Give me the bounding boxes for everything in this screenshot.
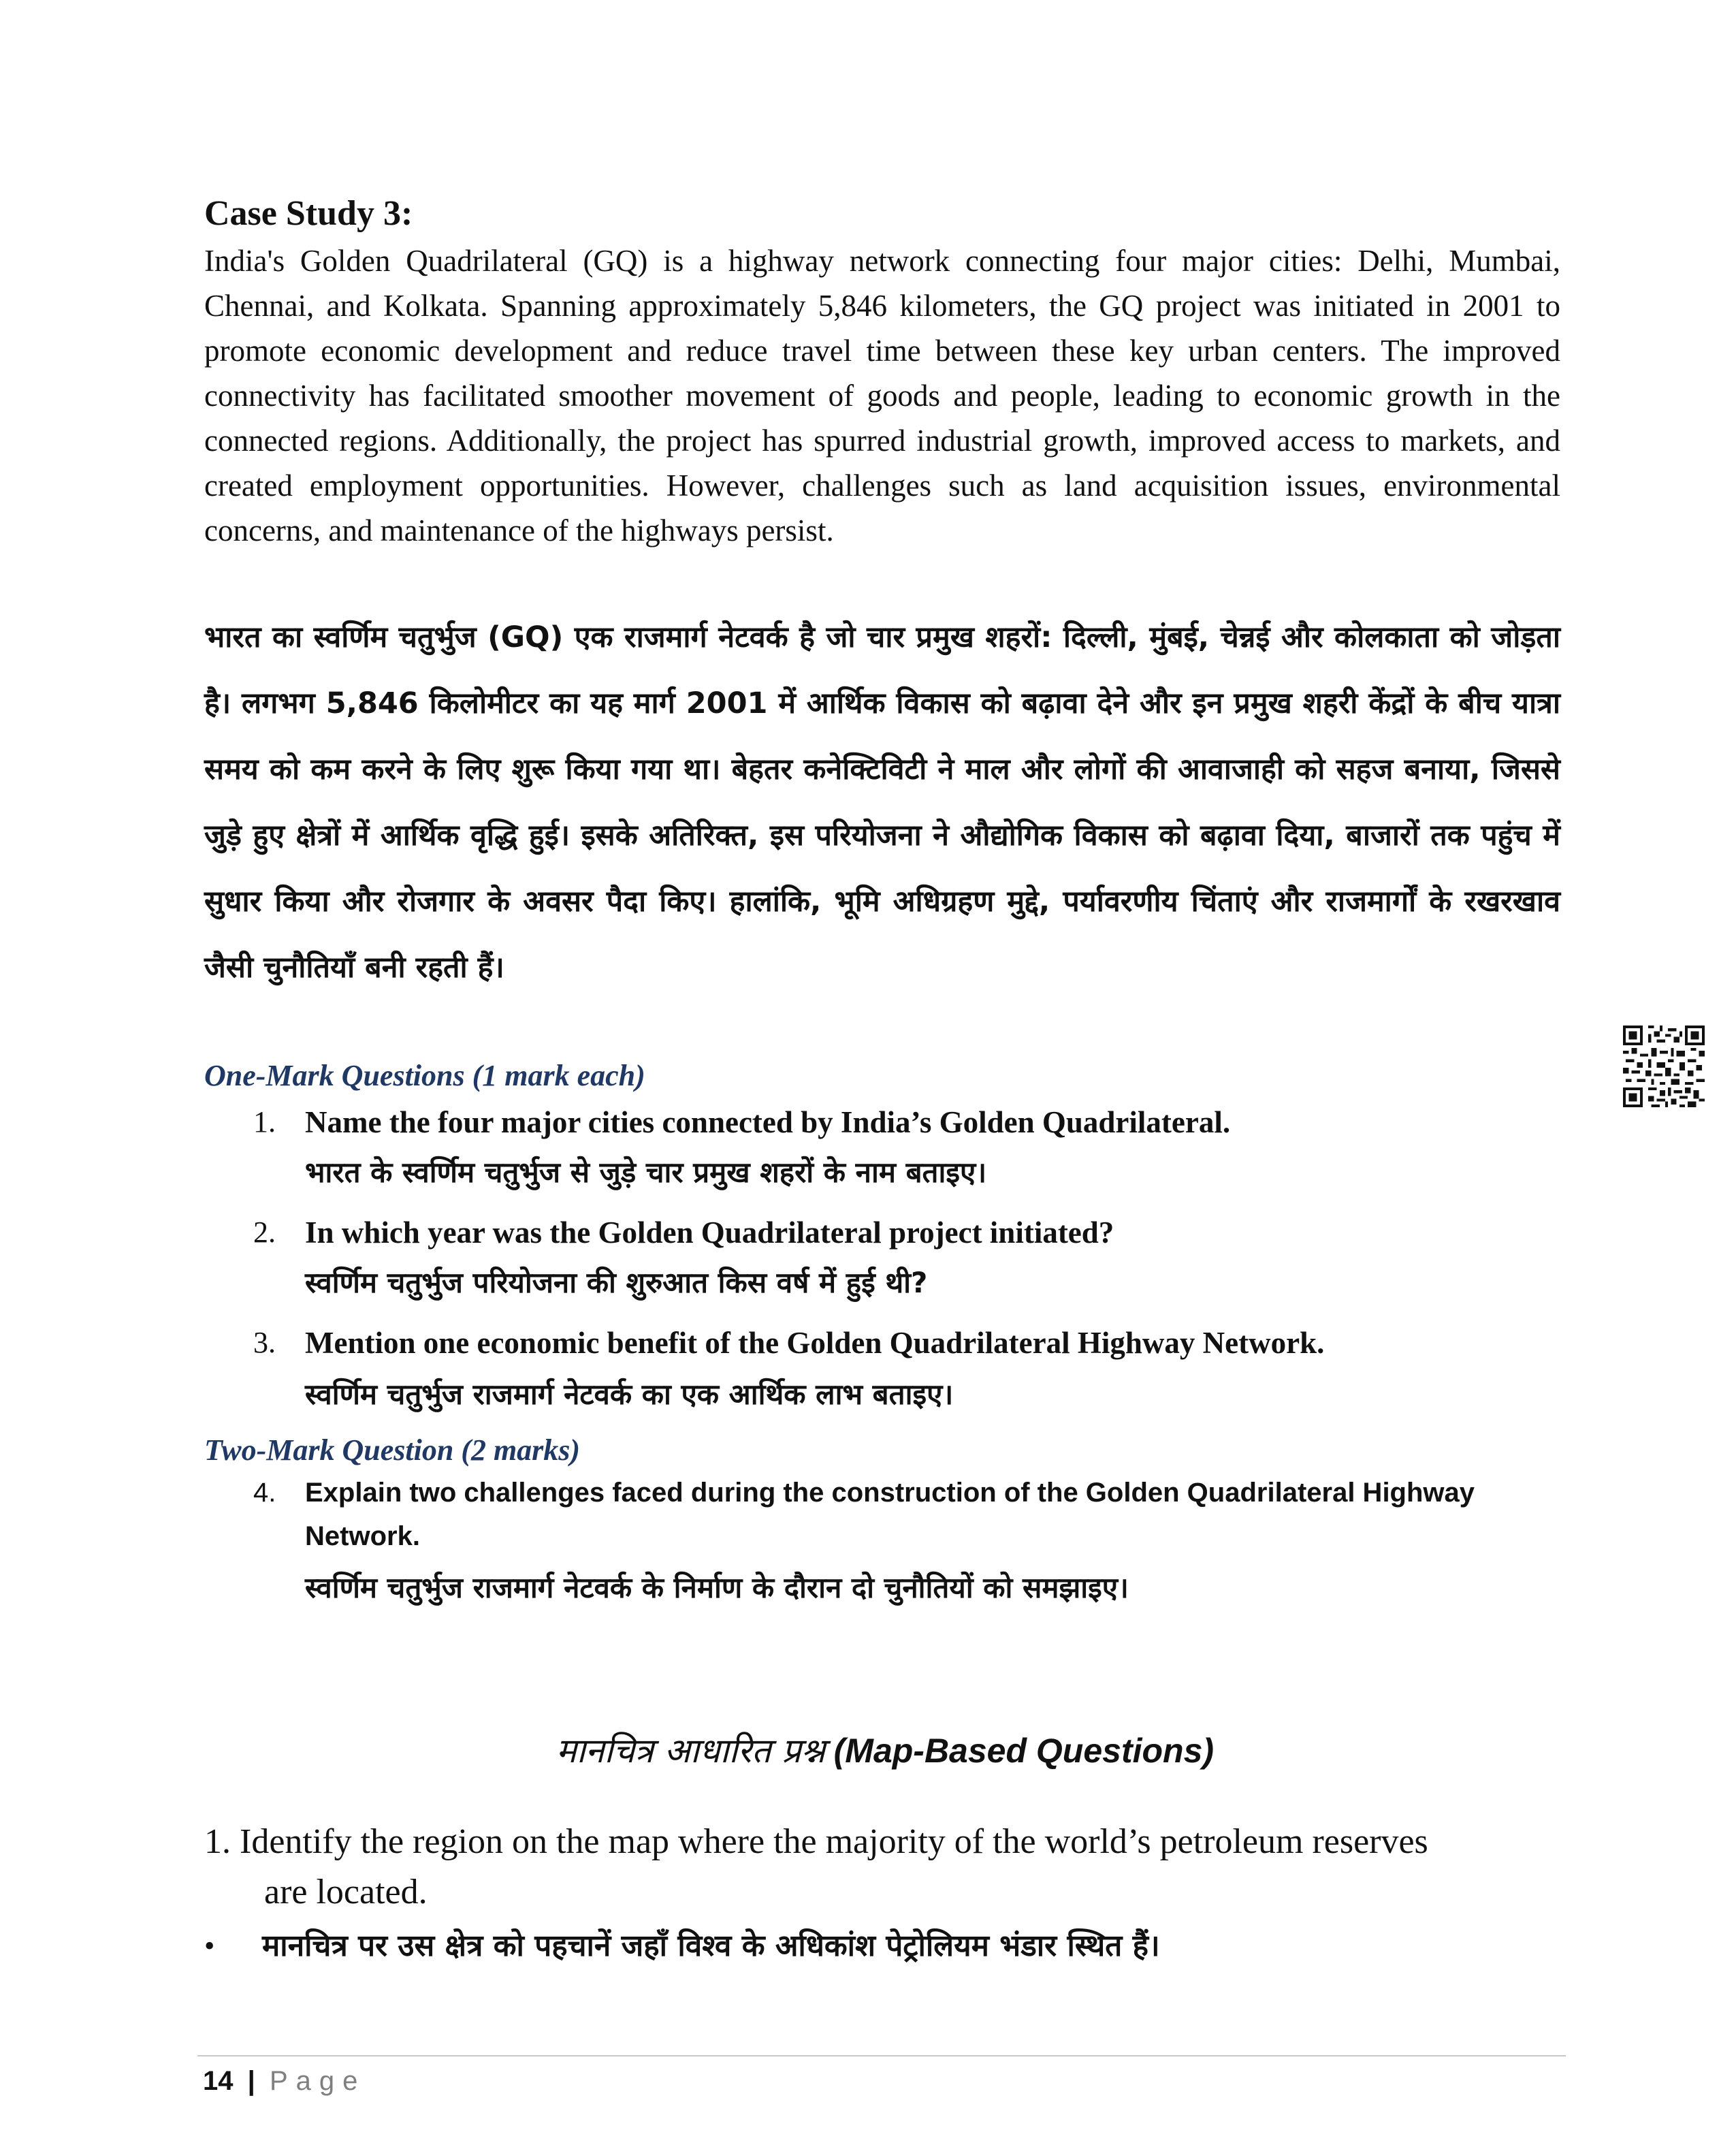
page-number: 14 xyxy=(203,2066,234,2096)
question-number: 1. xyxy=(253,1105,276,1139)
question-3-hindi: स्वर्णिम चतुर्भुज राजमार्ग नेटवर्क का एक आर्थिक लाभ बताइए। xyxy=(305,1378,954,1411)
bullet-point: • xyxy=(204,1929,215,1963)
one-mark-heading: One-Mark Questions (1 mark each) xyxy=(204,1059,645,1092)
case-study-english-paragraph: India's Golden Quadrilateral (GQ) is a highway network connecting four major cities: Delhi, Mumbai, Chennai, and Kolkata. Spanning approximately 5,846 kilometers, the GQ project was initiated in 2001 to promote economic development and reduce travel time between these key urban centers. The improved connectivity has facilitated smoother movement of goods and people, leading to economic growth in the connected regions. Additionally, the project has spurred industrial growth, improved access to markets, and created employment opportunities. However, challenges such as land acquisition issues, environmental concerns, and maintenance of the highways persist. xyxy=(204,244,1560,547)
map-question-1-english xyxy=(204,1817,1552,1918)
map-question-1-line2: are located. xyxy=(264,1873,428,1911)
case-study-hindi-paragraph: भारत का स्वर्णिम चतुर्भुज (GQ) एक राजमार्ग नेटवर्क है जो चार प्रमुख शहरों: दिल्ली, मुंबई, चेन्नई और कोलकाता को जोड़ता है। लगभग 5,846 किलोमीटर का यह मार्ग 2001 में आर्थिक विकास को बढ़ावा देने और इन प्रमुख शहरी केंद्रों के बीच यात्रा समय को कम करने के लिए शुरू किया गया था। बेहतर कनेक्टिविटी ने माल और लोगों की आवाजाही को सहज बनाया, जिससे जुड़े हुए क्षेत्रों में आर्थिक वृद्धि हुई। इसके अतिरिक्त, इस परियोजना ने औद्योगिक विकास को बढ़ावा दिया, बाजारों तक पहुंच में सुधार किया और रोजगार के अवसर पैदा किए। हालांकि, भूमि अधिग्रहण मुद्दे, पर्यावरणीय चिंताएं और राजमार्गों के रखरखाव जैसी चुनौतियाँ बनी रहती हैं। xyxy=(204,620,1560,985)
page-label: Page xyxy=(269,2066,366,2096)
question-2-english: In which year was the Golden Quadrilateral project initiated? xyxy=(305,1216,1114,1250)
case-study-title: Case Study 3: xyxy=(204,194,413,233)
question-2-hindi: स्वर्णिम चतुर्भुज परियोजना की शुरुआत किस वर्ष में हुई थी? xyxy=(305,1266,928,1299)
map-section-title xyxy=(0,1727,1736,1775)
map-question-1-line1: 1. Identify the region on the map where the majority of the world’s petroleum reserves xyxy=(204,1822,1428,1861)
map-question-1-hindi: मानचित्र पर उस क्षेत्र को पहचानें जहाँ विश्व के अधिकांश पेट्रोलियम भंडार स्थित हैं। xyxy=(262,1928,1160,1963)
page-footer xyxy=(203,2062,366,2100)
map-section-title-english: (Map-Based Questions) xyxy=(833,1732,1215,1770)
question-number: 4. xyxy=(253,1478,276,1508)
question-3-english: Mention one economic benefit of the Golden Quadrilateral Highway Network. xyxy=(305,1326,1325,1360)
footer-separator: | xyxy=(247,2066,255,2096)
question-4-hindi: स्वर्णिम चतुर्भुज राजमार्ग नेटवर्क के निर्माण के दौरान दो चुनौतियों को समझाइए। xyxy=(305,1571,1129,1604)
question-1-english: Name the four major cities connected by India’s Golden Quadrilateral. xyxy=(305,1105,1231,1139)
two-mark-heading: Two-Mark Question (2 marks) xyxy=(204,1433,581,1467)
question-number: 3. xyxy=(253,1326,276,1359)
footer-divider xyxy=(197,2055,1566,2056)
map-section-title-hindi: मानचित्र आधारित प्रश्न xyxy=(556,1731,826,1770)
question-4-english: Explain two challenges faced during the construction of the Golden Quadrilateral Highway Network. xyxy=(305,1478,1475,1551)
question-1-hindi: भारत के स्वर्णिम चतुर्भुज से जुड़े चार प्रमुख शहरों के नाम बताइए। xyxy=(305,1156,987,1189)
question-number: 2. xyxy=(253,1216,276,1249)
qr-code-icon xyxy=(1623,1026,1705,1107)
